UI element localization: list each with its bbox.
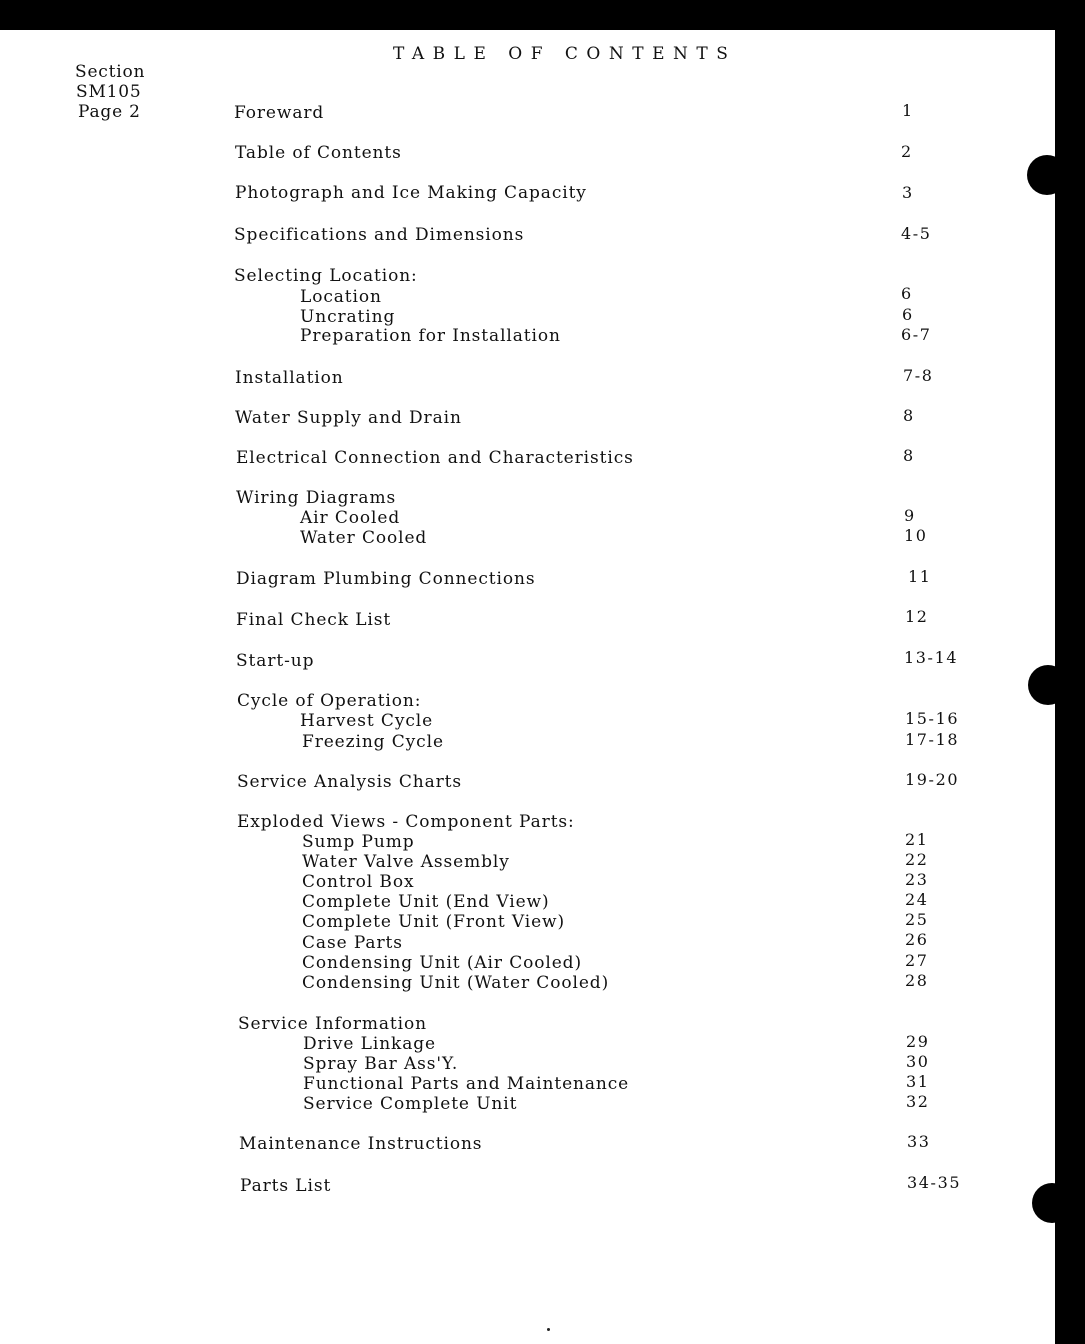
toc-entry-page: 34-35 <box>907 1173 962 1192</box>
toc-entry-text: Installation <box>235 368 344 388</box>
toc-entry-page: 28 <box>905 971 929 990</box>
toc-entry-text: Functional Parts and Maintenance <box>303 1074 630 1094</box>
toc-entry-page: 6-7 <box>901 325 932 344</box>
toc-entry-text: Service Analysis Charts <box>237 772 463 792</box>
toc-section-heading: Exploded Views - Component Parts: <box>237 812 575 832</box>
toc-entry-page: 29 <box>906 1032 930 1051</box>
toc-entry-text: Control Box <box>302 872 415 892</box>
toc-entry-text: Complete Unit (Front View) <box>302 912 566 932</box>
toc-entry-page: 7-8 <box>903 366 934 385</box>
toc-entry-page: 3 <box>902 183 914 202</box>
toc-entry-page: 6 <box>901 284 913 303</box>
toc-entry-text: Freezing Cycle <box>302 732 444 752</box>
toc-entry-text: Final Check List <box>236 610 392 630</box>
toc-entry-text: Condensing Unit (Water Cooled) <box>302 973 610 993</box>
toc-entry-page: 32 <box>906 1092 930 1111</box>
toc-entry-text: Water Valve Assembly <box>302 852 510 872</box>
section-label: Section <box>75 62 146 82</box>
toc-entry-page: 2 <box>901 142 913 161</box>
binder-hole-bottom <box>1032 1183 1072 1223</box>
toc-entry-text: Condensing Unit (Air Cooled) <box>302 953 582 973</box>
toc-entry-page: 24 <box>905 890 929 909</box>
toc-entry-page: 13-14 <box>904 648 959 667</box>
toc-entry-text: Uncrating <box>300 307 396 327</box>
toc-entry-text: Water Cooled <box>300 528 428 548</box>
toc-entry-text: Foreward <box>234 103 325 123</box>
toc-entry-text: Diagram Plumbing Connections <box>236 569 536 589</box>
page-title: TABLE OF CONTENTS <box>393 44 737 64</box>
toc-entry-page: 33 <box>907 1132 931 1151</box>
toc-entry-page: 26 <box>905 930 929 949</box>
toc-entry-page: 23 <box>905 870 929 889</box>
toc-entry-text: Specifications and Dimensions <box>234 225 525 245</box>
toc-entry-page: 12 <box>905 607 929 626</box>
toc-entry-page: 15-16 <box>905 709 960 728</box>
scan-speck <box>547 1328 550 1331</box>
toc-entry-page: 19-20 <box>905 770 960 789</box>
toc-entry-page: 25 <box>905 910 929 929</box>
toc-entry-page: 31 <box>906 1072 930 1091</box>
toc-entry-page: 30 <box>906 1052 930 1071</box>
page-label: Page 2 <box>78 102 141 122</box>
toc-entry-text: Air Cooled <box>300 508 401 528</box>
toc-entry-text: Photograph and Ice Making Capacity <box>235 183 587 203</box>
toc-entry-page: 21 <box>905 830 929 849</box>
toc-entry-text: Preparation for Installation <box>300 326 561 346</box>
toc-section-heading: Cycle of Operation: <box>237 691 422 711</box>
toc-entry-text: Harvest Cycle <box>300 711 434 731</box>
toc-section-heading: Selecting Location: <box>234 266 418 286</box>
toc-entry-page: 10 <box>904 526 928 545</box>
toc-entry-page: 17-18 <box>905 730 960 749</box>
toc-entry-page: 6 <box>902 305 914 324</box>
toc-entry-page: 22 <box>905 850 929 869</box>
toc-entry-page: 4-5 <box>901 224 932 243</box>
toc-entry-text: Water Supply and Drain <box>235 408 462 428</box>
toc-entry-text: Start-up <box>236 651 315 671</box>
toc-entry-page: 27 <box>905 951 929 970</box>
toc-entry-text: Maintenance Instructions <box>239 1134 483 1154</box>
toc-entry-text: Complete Unit (End View) <box>302 892 550 912</box>
toc-entry-page: 8 <box>903 446 915 465</box>
toc-section-heading: Wiring Diagrams <box>236 488 397 508</box>
toc-entry-text: Case Parts <box>302 933 403 953</box>
binder-hole-top <box>1027 155 1067 195</box>
binder-hole-middle <box>1028 665 1068 705</box>
toc-entry-text: Parts List <box>240 1176 332 1196</box>
toc-entry-text: Spray Bar Ass'Y. <box>303 1054 459 1074</box>
document-page <box>0 30 1055 1344</box>
toc-entry-page: 11 <box>908 567 932 586</box>
toc-entry-page: 1 <box>902 101 914 120</box>
toc-entry-text: Service Complete Unit <box>303 1094 518 1114</box>
toc-entry-text: Location <box>300 287 382 307</box>
toc-entry-page: 9 <box>904 506 916 525</box>
manual-id: SM105 <box>76 82 142 102</box>
toc-entry-text: Drive Linkage <box>303 1034 437 1054</box>
toc-section-heading: Service Information <box>238 1014 427 1034</box>
toc-entry-text: Table of Contents <box>235 143 402 163</box>
toc-entry-text: Sump Pump <box>302 832 415 852</box>
toc-entry-page: 8 <box>903 406 915 425</box>
toc-entry-text: Electrical Connection and Characteristics <box>236 448 634 468</box>
